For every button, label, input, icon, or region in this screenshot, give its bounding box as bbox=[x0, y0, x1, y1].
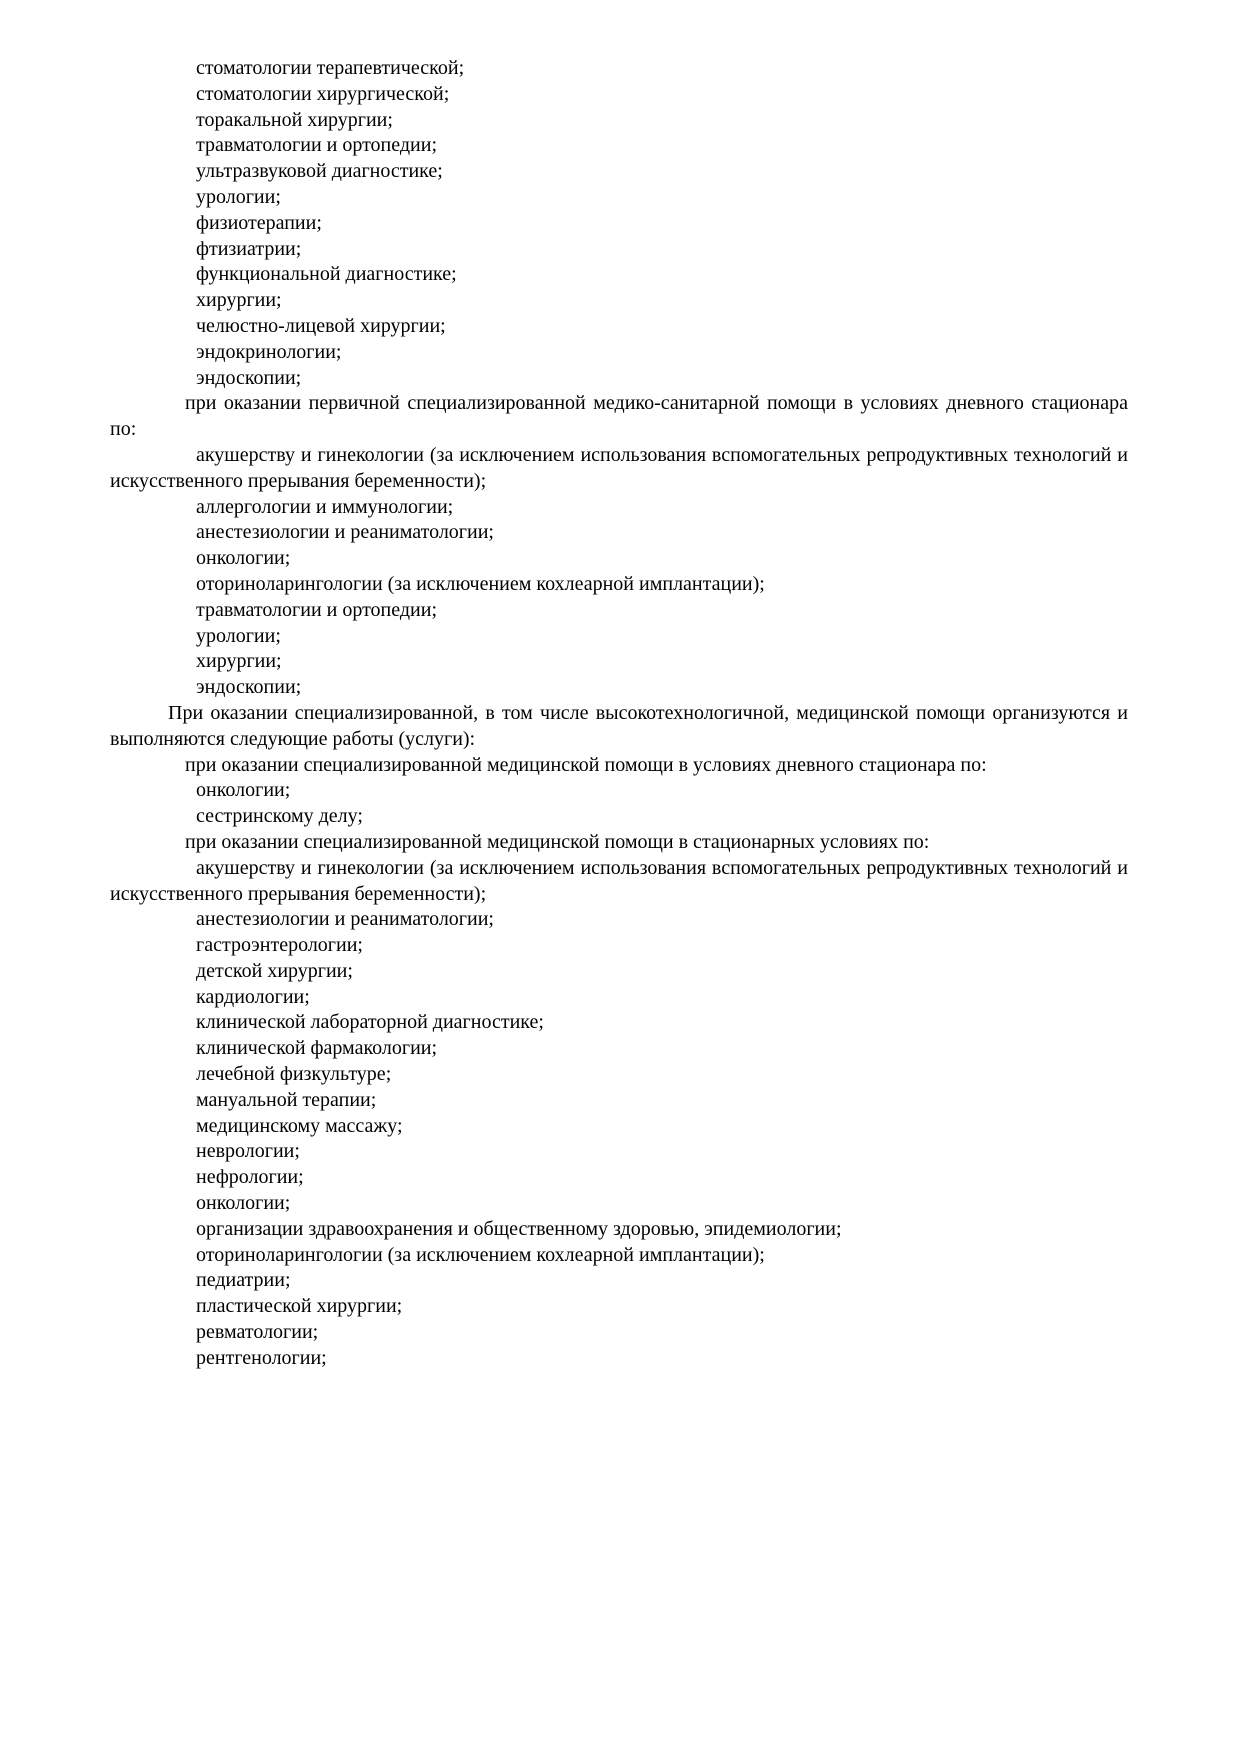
list-item: кардиологии; bbox=[196, 985, 310, 1008]
list-item: физиотерапии; bbox=[196, 211, 322, 234]
list-item: травматологии и ортопедии; bbox=[196, 598, 438, 621]
list-item: анестезиологии и реаниматологии; bbox=[196, 908, 494, 931]
list-item: оториноларингологии (за исключением кохлеарной имплантации); bbox=[196, 1243, 765, 1266]
list-item: онкологии; bbox=[196, 547, 291, 570]
paragraph: При оказании специализированной, в том числе высокотехнологичной, медицинской помощи организуются и выполняются следующие работы (услуги): bbox=[110, 701, 1128, 750]
list-item: медицинскому массажу; bbox=[196, 1114, 403, 1137]
list-item: стоматологии терапевтической; bbox=[196, 57, 465, 79]
list-item: эндоскопии; bbox=[196, 676, 302, 699]
paragraph: при оказании специализированной медицинской помощи в стационарных условиях по: bbox=[185, 830, 930, 853]
paragraph: при оказании специализированной медицинской помощи в условиях дневного стационара по: bbox=[185, 753, 987, 776]
list-item: лечебной физкультуре; bbox=[196, 1063, 392, 1086]
paragraph: акушерству и гинекологии (за исключением использования вспомогательных репродуктивных технологий и искусственного прерывания беременности); bbox=[110, 443, 1128, 492]
list-item: эндокринологии; bbox=[196, 340, 342, 363]
list-item: ревматологии; bbox=[196, 1321, 319, 1344]
list-item: организации здравоохранения и общественному здоровью, эпидемиологии; bbox=[196, 1217, 842, 1240]
list-item: фтизиатрии; bbox=[196, 237, 302, 260]
list-item: торакальной хирургии; bbox=[196, 108, 393, 131]
list-item: неврологии; bbox=[196, 1140, 300, 1163]
list-item: хирургии; bbox=[196, 289, 282, 312]
list-item: стоматологии хирургической; bbox=[196, 82, 450, 105]
list-item: функциональной диагностике; bbox=[196, 263, 457, 286]
list-item: гастроэнтерологии; bbox=[196, 934, 363, 957]
list-item: травматологии и ортопедии; bbox=[196, 134, 438, 157]
list-item: аллергологии и иммунологии; bbox=[196, 495, 454, 518]
list-item: педиатрии; bbox=[196, 1269, 291, 1292]
list-item: детской хирургии; bbox=[196, 959, 353, 982]
list-item: урологии; bbox=[196, 624, 281, 647]
list-item: хирургии; bbox=[196, 650, 282, 673]
list-item: урологии; bbox=[196, 185, 281, 208]
list-item: оториноларингологии (за исключением кохлеарной имплантации); bbox=[196, 572, 765, 595]
paragraph: акушерству и гинекологии (за исключением использования вспомогательных репродуктивных технологий и искусственного прерывания беременности); bbox=[110, 856, 1128, 905]
paragraph: при оказании первичной специализированной медико-санитарной помощи в условиях дневного стационара по: bbox=[110, 392, 1128, 441]
list-item: клинической фармакологии; bbox=[196, 1037, 438, 1060]
list-item: нефрологии; bbox=[196, 1166, 304, 1189]
list-item: рентгенологии; bbox=[196, 1346, 327, 1369]
list-item: пластической хирургии; bbox=[196, 1295, 403, 1318]
list-item: мануальной терапии; bbox=[196, 1088, 377, 1111]
list-item: челюстно-лицевой хирургии; bbox=[196, 314, 446, 337]
list-item: онкологии; bbox=[196, 1192, 291, 1215]
list-item: сестринскому делу; bbox=[196, 805, 363, 828]
list-item: эндоскопии; bbox=[196, 366, 302, 389]
list-item: ультразвуковой диагностике; bbox=[196, 160, 443, 183]
list-item: анестезиологии и реаниматологии; bbox=[196, 521, 494, 544]
list-item: онкологии; bbox=[196, 779, 291, 802]
list-item: клинической лабораторной диагностике; bbox=[196, 1011, 544, 1034]
